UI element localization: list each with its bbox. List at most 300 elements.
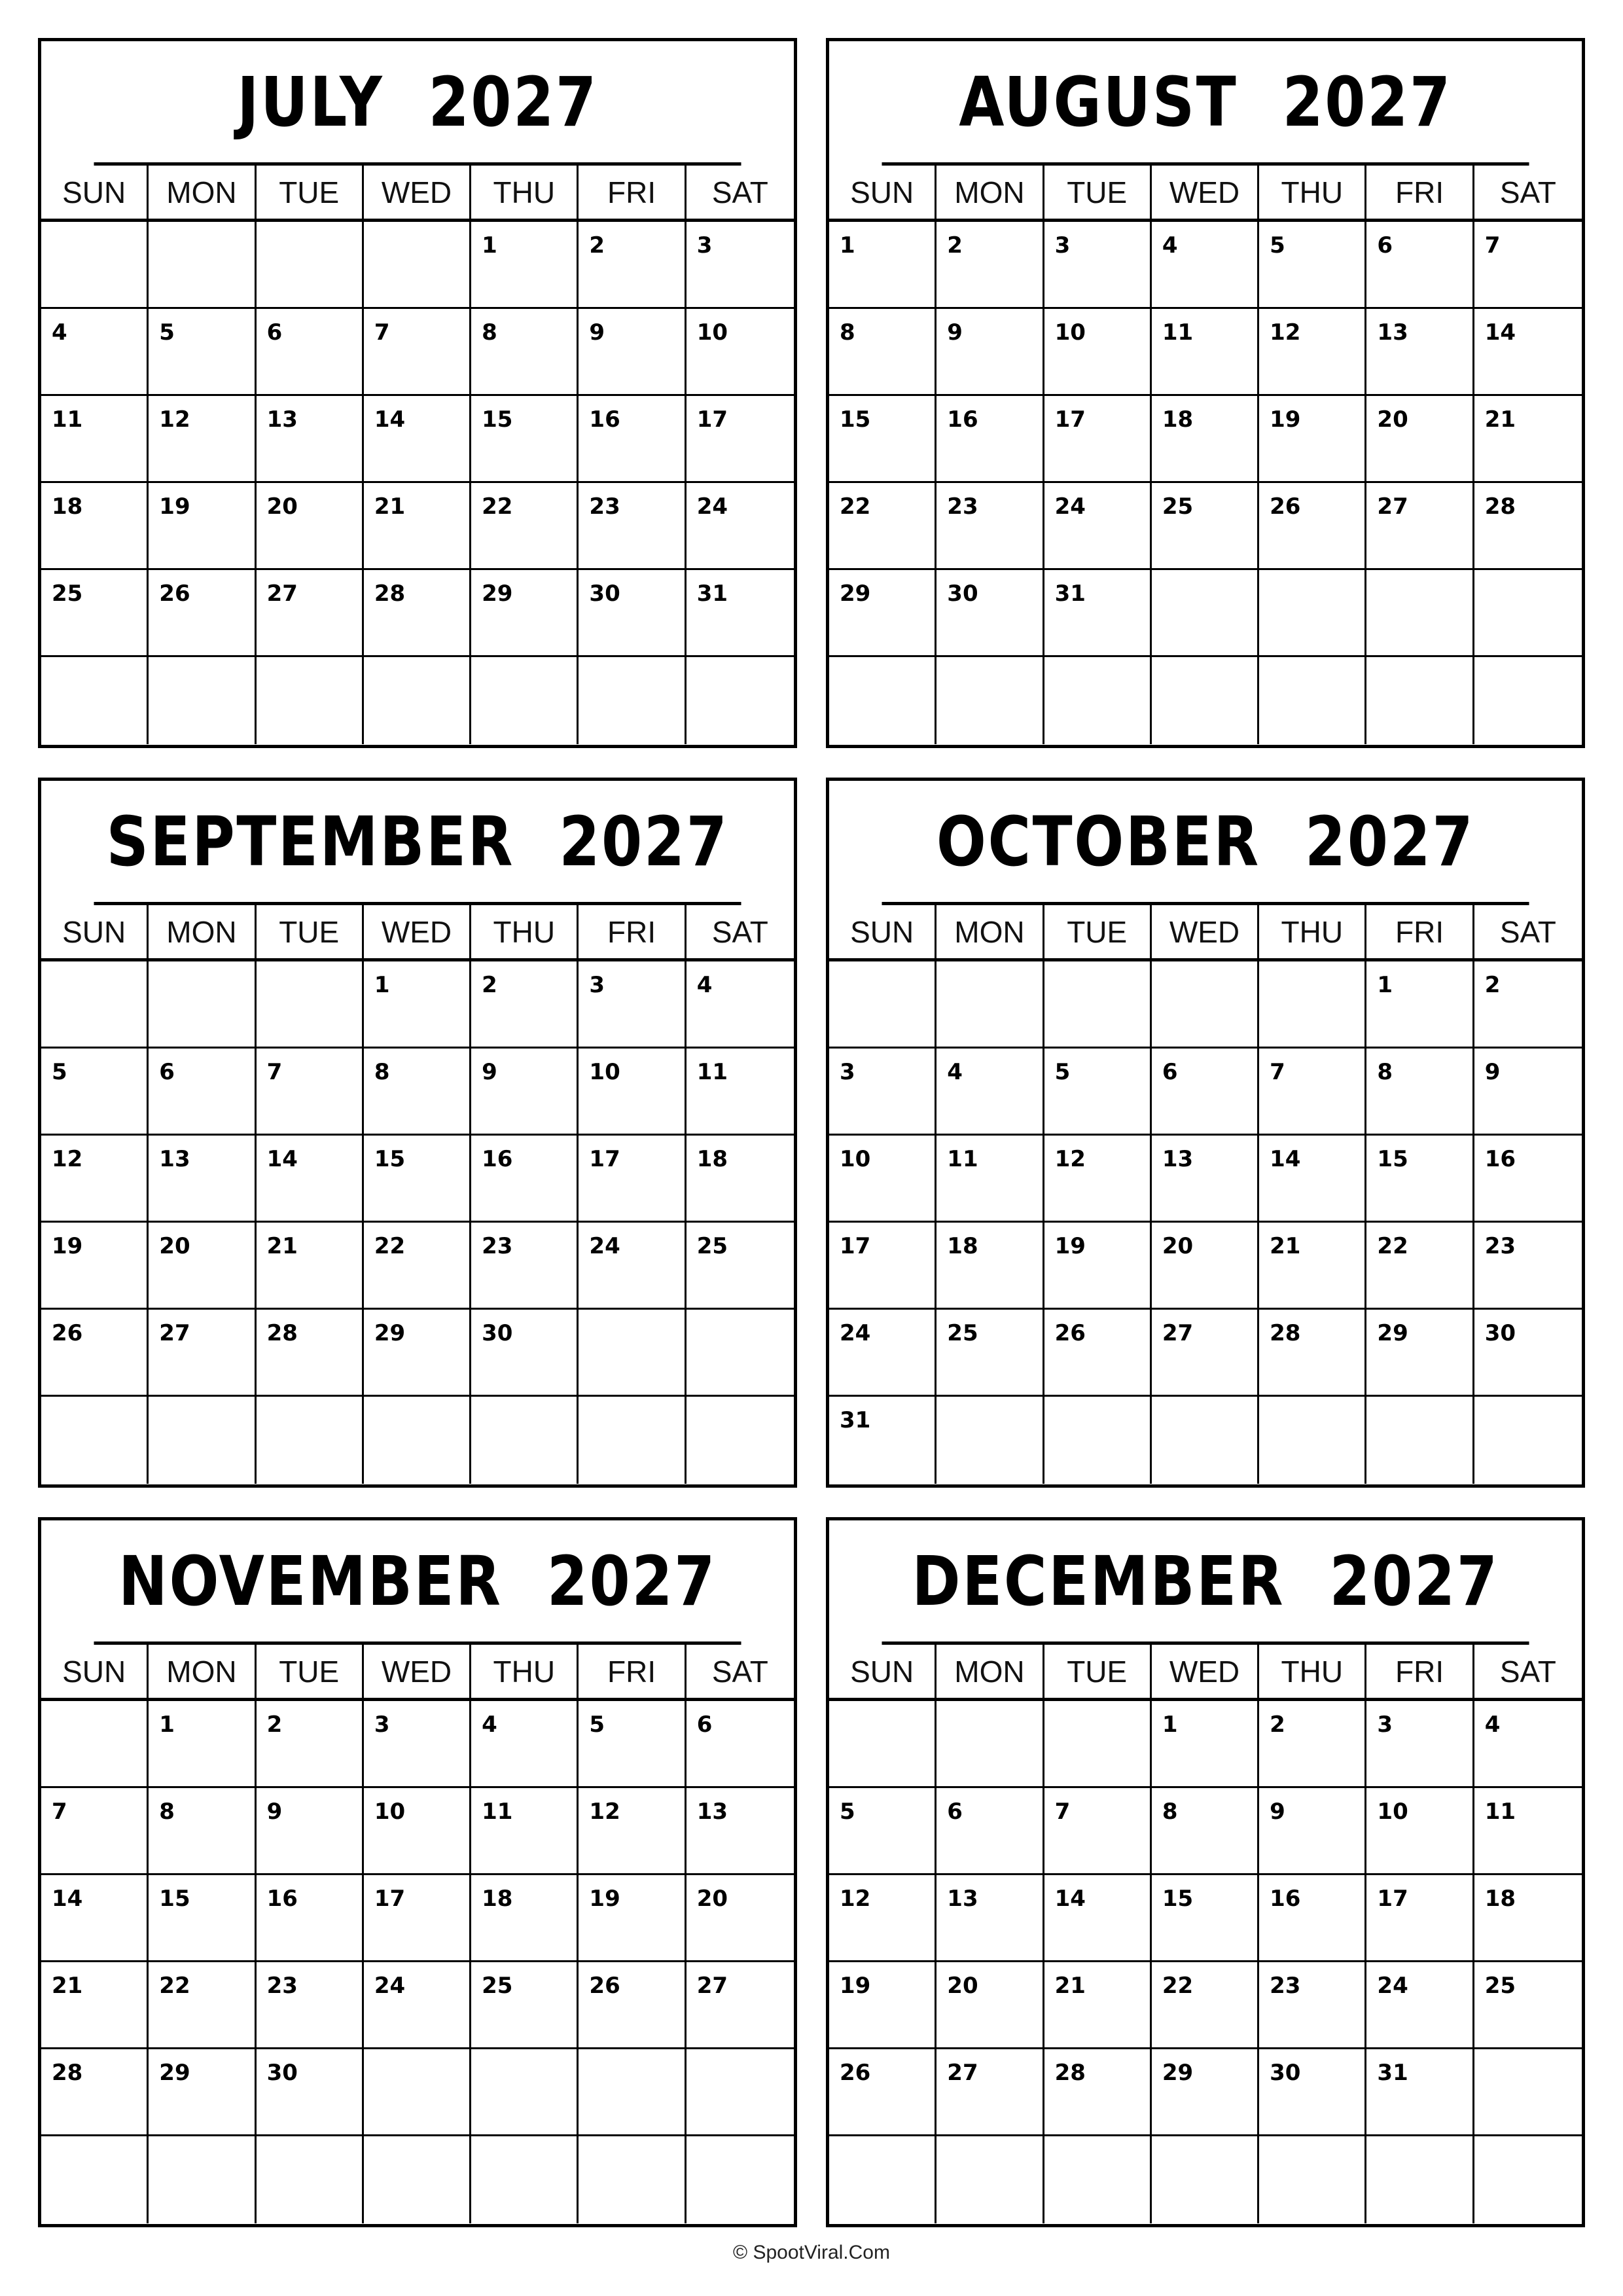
day-number: 10	[840, 1146, 871, 1172]
day-number: 6	[947, 1799, 963, 1825]
day-number: 18	[696, 1146, 728, 1172]
day-cell	[1366, 1962, 1474, 2049]
day-cell	[41, 2049, 149, 2136]
month-november	[38, 1517, 797, 2227]
copyright-footer: © SpootViral.Com	[733, 2242, 890, 2263]
day-cell	[579, 1962, 686, 2049]
day-number: 11	[52, 406, 83, 433]
day-number: 20	[266, 493, 298, 520]
day-cell	[1474, 657, 1582, 744]
weekday-header: TUE	[257, 905, 364, 961]
day-cell	[1044, 1310, 1152, 1397]
day-cell	[687, 1788, 794, 1875]
day-cell	[471, 1701, 579, 1788]
day-cell	[471, 1136, 579, 1223]
day-cell	[1366, 396, 1474, 483]
weekday-header: MON	[936, 1645, 1044, 1701]
day-cell	[1366, 1136, 1474, 1223]
weekday-header: WED	[1152, 166, 1259, 222]
day-number: 10	[1054, 319, 1086, 346]
day-number: 9	[1484, 1059, 1501, 1085]
month-october	[826, 778, 1585, 1488]
day-number: 13	[159, 1146, 190, 1172]
day-number: 7	[1054, 1799, 1071, 1825]
day-number: 24	[840, 1320, 871, 1346]
day-number: 28	[374, 581, 406, 607]
day-number: 22	[840, 493, 871, 520]
day-cell	[936, 2049, 1044, 2136]
day-cell	[1474, 570, 1582, 657]
weekday-header: SAT	[1474, 166, 1582, 222]
day-number: 28	[1054, 2060, 1086, 2086]
day-number: 9	[482, 1059, 497, 1085]
day-cell	[829, 1049, 936, 1136]
day-cell	[41, 961, 149, 1049]
day-number: 6	[696, 1712, 713, 1738]
day-number: 24	[696, 493, 728, 520]
day-cell	[1152, 657, 1259, 744]
day-cell	[687, 1136, 794, 1223]
day-cell	[149, 396, 256, 483]
day-cell	[936, 1397, 1044, 1484]
day-cell	[1474, 222, 1582, 309]
day-number: 23	[482, 1233, 513, 1259]
day-cell	[257, 657, 364, 744]
month-grid	[829, 1645, 1582, 2223]
day-cell	[471, 1310, 579, 1397]
day-number: 19	[159, 493, 190, 520]
day-cell	[257, 1962, 364, 2049]
day-cell	[41, 1962, 149, 2049]
weekday-header: FRI	[579, 166, 686, 222]
day-cell	[829, 657, 936, 744]
day-cell	[1259, 570, 1366, 657]
day-number: 27	[947, 2060, 978, 2086]
day-cell	[687, 1049, 794, 1136]
day-number: 16	[482, 1146, 513, 1172]
day-cell	[1366, 1875, 1474, 1962]
day-number: 7	[266, 1059, 283, 1085]
weekday-header: SUN	[41, 166, 149, 222]
day-number: 17	[1377, 1886, 1408, 1912]
day-cell	[1259, 309, 1366, 396]
day-cell	[687, 1701, 794, 1788]
day-number: 30	[589, 581, 620, 607]
day-number: 31	[1377, 2060, 1408, 2086]
day-cell	[149, 657, 256, 744]
day-cell	[1152, 309, 1259, 396]
day-number: 12	[1054, 1146, 1086, 1172]
day-number: 14	[266, 1146, 298, 1172]
day-number: 28	[52, 2060, 83, 2086]
day-cell	[149, 570, 256, 657]
day-number: 30	[1484, 1320, 1516, 1346]
day-cell	[829, 570, 936, 657]
day-cell	[257, 1397, 364, 1484]
day-cell	[471, 396, 579, 483]
day-number: 12	[840, 1886, 871, 1912]
day-number: 10	[1377, 1799, 1408, 1825]
day-number: 11	[482, 1799, 513, 1825]
day-cell	[936, 570, 1044, 657]
day-cell	[149, 1310, 256, 1397]
day-number: 11	[1484, 1799, 1516, 1825]
day-cell	[1044, 396, 1152, 483]
day-cell	[1044, 961, 1152, 1049]
weekday-header: MON	[936, 905, 1044, 961]
day-number: 9	[947, 319, 963, 346]
day-number: 16	[266, 1886, 298, 1912]
day-cell	[1474, 483, 1582, 570]
day-cell	[471, 1962, 579, 2049]
day-cell	[471, 2049, 579, 2136]
day-cell	[936, 483, 1044, 570]
day-number: 19	[1054, 1233, 1086, 1259]
day-number: 22	[1377, 1233, 1408, 1259]
day-cell	[41, 1223, 149, 1310]
day-cell	[471, 570, 579, 657]
day-cell	[364, 657, 471, 744]
day-cell	[1366, 309, 1474, 396]
day-cell	[579, 1701, 686, 1788]
day-number: 4	[947, 1059, 963, 1085]
day-cell	[257, 396, 364, 483]
month-title: OCTOBER 2027	[882, 781, 1529, 905]
day-cell	[149, 1223, 256, 1310]
day-cell	[149, 2136, 256, 2223]
day-cell	[1152, 1136, 1259, 1223]
day-cell	[579, 309, 686, 396]
day-cell	[579, 1788, 686, 1875]
day-number: 8	[374, 1059, 390, 1085]
weekday-header: FRI	[1366, 905, 1474, 961]
day-cell	[579, 2136, 686, 2223]
day-cell	[364, 1701, 471, 1788]
day-number: 13	[1377, 319, 1408, 346]
day-cell	[41, 396, 149, 483]
day-cell	[1044, 222, 1152, 309]
day-cell	[829, 961, 936, 1049]
day-cell	[936, 961, 1044, 1049]
day-cell	[41, 222, 149, 309]
day-number: 19	[52, 1233, 83, 1259]
day-cell	[149, 483, 256, 570]
day-number: 26	[159, 581, 190, 607]
day-number: 15	[374, 1146, 406, 1172]
day-number: 30	[947, 581, 978, 607]
day-number: 25	[52, 581, 83, 607]
day-number: 30	[1270, 2060, 1301, 2086]
day-number: 19	[840, 1973, 871, 1999]
day-number: 20	[947, 1973, 978, 1999]
day-number: 2	[1484, 972, 1501, 998]
day-cell	[1366, 1788, 1474, 1875]
day-cell	[1474, 1136, 1582, 1223]
day-number: 2	[947, 232, 963, 259]
day-cell	[687, 396, 794, 483]
weekday-header: MON	[149, 905, 256, 961]
day-number: 15	[482, 406, 513, 433]
day-number: 8	[840, 319, 855, 346]
day-cell	[1366, 2049, 1474, 2136]
day-cell	[1152, 222, 1259, 309]
day-cell	[579, 657, 686, 744]
day-cell	[1044, 1049, 1152, 1136]
day-cell	[579, 2049, 686, 2136]
day-cell	[471, 1788, 579, 1875]
day-cell	[149, 1049, 256, 1136]
day-cell	[364, 2136, 471, 2223]
day-number: 5	[589, 1712, 605, 1738]
day-number: 3	[1377, 1712, 1393, 1738]
day-number: 25	[947, 1320, 978, 1346]
weekday-header: THU	[1259, 166, 1366, 222]
day-cell	[364, 1223, 471, 1310]
day-number: 25	[482, 1973, 513, 1999]
day-cell	[936, 2136, 1044, 2223]
day-number: 12	[1270, 319, 1301, 346]
day-number: 27	[266, 581, 298, 607]
day-number: 5	[1270, 232, 1285, 259]
day-cell	[257, 309, 364, 396]
month-december	[826, 1517, 1585, 2227]
weekday-header: TUE	[1044, 905, 1152, 961]
day-number: 12	[589, 1799, 620, 1825]
day-cell	[1259, 1875, 1366, 1962]
day-number: 13	[266, 406, 298, 433]
day-cell	[257, 1049, 364, 1136]
day-cell	[687, 1962, 794, 2049]
day-number: 17	[696, 406, 728, 433]
day-cell	[829, 1788, 936, 1875]
month-grid	[41, 1645, 794, 2223]
day-cell	[1474, 1962, 1582, 2049]
day-cell	[936, 1875, 1044, 1962]
day-number: 18	[1484, 1886, 1516, 1912]
day-cell	[829, 2136, 936, 2223]
day-cell	[1152, 2136, 1259, 2223]
day-cell	[829, 1310, 936, 1397]
day-cell	[1259, 1136, 1366, 1223]
day-cell	[579, 396, 686, 483]
day-cell	[1044, 570, 1152, 657]
day-cell	[471, 961, 579, 1049]
day-number: 13	[1162, 1146, 1194, 1172]
day-cell	[1152, 570, 1259, 657]
day-number: 21	[1270, 1233, 1301, 1259]
day-number: 23	[589, 493, 620, 520]
day-cell	[1044, 2136, 1152, 2223]
day-cell	[829, 222, 936, 309]
day-cell	[364, 1962, 471, 2049]
day-cell	[1152, 1788, 1259, 1875]
day-number: 22	[482, 493, 513, 520]
day-number: 15	[840, 406, 871, 433]
day-number: 12	[52, 1146, 83, 1172]
month-title: AUGUST 2027	[882, 41, 1529, 166]
weekday-header: WED	[1152, 905, 1259, 961]
day-number: 20	[159, 1233, 190, 1259]
day-number: 1	[1377, 972, 1393, 998]
day-cell	[579, 1049, 686, 1136]
day-number: 26	[840, 2060, 871, 2086]
day-cell	[1259, 1397, 1366, 1484]
day-number: 2	[1270, 1712, 1285, 1738]
day-number: 2	[589, 232, 605, 259]
weekday-header: TUE	[1044, 1645, 1152, 1701]
month-grid	[41, 905, 794, 1484]
day-cell	[579, 961, 686, 1049]
weekday-header: THU	[471, 1645, 579, 1701]
day-number: 23	[1484, 1233, 1516, 1259]
day-cell	[1366, 961, 1474, 1049]
day-number: 1	[1162, 1712, 1178, 1738]
day-cell	[687, 309, 794, 396]
day-cell	[257, 961, 364, 1049]
day-number: 6	[266, 319, 283, 346]
day-number: 25	[696, 1233, 728, 1259]
day-number: 4	[52, 319, 67, 346]
day-number: 11	[1162, 319, 1194, 346]
day-cell	[936, 1049, 1044, 1136]
day-number: 17	[1054, 406, 1086, 433]
day-cell	[687, 222, 794, 309]
day-number: 3	[1054, 232, 1071, 259]
day-cell	[1259, 222, 1366, 309]
day-number: 9	[266, 1799, 283, 1825]
day-number: 15	[1377, 1146, 1408, 1172]
day-number: 23	[947, 493, 978, 520]
weekday-header: SAT	[1474, 905, 1582, 961]
day-cell	[257, 570, 364, 657]
day-number: 5	[840, 1799, 855, 1825]
day-cell	[829, 309, 936, 396]
day-number: 26	[589, 1973, 620, 1999]
day-cell	[579, 570, 686, 657]
day-cell	[1152, 483, 1259, 570]
weekday-header: FRI	[579, 905, 686, 961]
day-cell	[149, 1136, 256, 1223]
day-number: 16	[1484, 1146, 1516, 1172]
day-number: 20	[696, 1886, 728, 1912]
day-cell	[257, 1310, 364, 1397]
day-number: 12	[159, 406, 190, 433]
day-cell	[936, 1701, 1044, 1788]
day-number: 31	[696, 581, 728, 607]
day-cell	[257, 1788, 364, 1875]
day-cell	[364, 396, 471, 483]
day-cell	[257, 1136, 364, 1223]
day-cell	[936, 309, 1044, 396]
day-cell	[1259, 657, 1366, 744]
day-number: 20	[1162, 1233, 1194, 1259]
day-cell	[1259, 1049, 1366, 1136]
day-cell	[1474, 396, 1582, 483]
day-cell	[1259, 2049, 1366, 2136]
day-cell	[41, 1397, 149, 1484]
day-cell	[1474, 1049, 1582, 1136]
day-cell	[1044, 1701, 1152, 1788]
day-cell	[471, 222, 579, 309]
day-number: 9	[589, 319, 605, 346]
day-cell	[1474, 1223, 1582, 1310]
day-cell	[41, 483, 149, 570]
weekday-header: THU	[1259, 1645, 1366, 1701]
day-number: 3	[696, 232, 713, 259]
day-cell	[149, 1788, 256, 1875]
day-number: 29	[482, 581, 513, 607]
day-cell	[364, 483, 471, 570]
day-cell	[364, 1049, 471, 1136]
day-cell	[1366, 1310, 1474, 1397]
day-cell	[41, 1310, 149, 1397]
day-cell	[1044, 1962, 1152, 2049]
day-number: 26	[1054, 1320, 1086, 1346]
day-cell	[1366, 1049, 1474, 1136]
weekday-header: WED	[1152, 1645, 1259, 1701]
day-cell	[149, 222, 256, 309]
day-cell	[687, 657, 794, 744]
day-number: 21	[374, 493, 406, 520]
weekday-header: SAT	[687, 166, 794, 222]
day-cell	[687, 1223, 794, 1310]
day-cell	[1152, 961, 1259, 1049]
day-number: 29	[1377, 1320, 1408, 1346]
day-number: 25	[1162, 493, 1194, 520]
day-number: 16	[1270, 1886, 1301, 1912]
weekday-header: MON	[936, 166, 1044, 222]
weekday-header: SAT	[687, 905, 794, 961]
day-number: 24	[374, 1973, 406, 1999]
day-number: 13	[947, 1886, 978, 1912]
day-cell	[1259, 483, 1366, 570]
day-number: 10	[589, 1059, 620, 1085]
day-cell	[257, 1875, 364, 1962]
day-cell	[579, 1397, 686, 1484]
weekday-header: TUE	[257, 1645, 364, 1701]
day-number: 24	[1054, 493, 1086, 520]
day-cell	[829, 1701, 936, 1788]
day-number: 30	[266, 2060, 298, 2086]
day-cell	[829, 483, 936, 570]
day-number: 29	[374, 1320, 406, 1346]
day-number: 21	[266, 1233, 298, 1259]
day-number: 21	[1054, 1973, 1086, 1999]
day-number: 6	[1377, 232, 1393, 259]
day-cell	[1044, 1223, 1152, 1310]
day-cell	[257, 2136, 364, 2223]
day-number: 29	[840, 581, 871, 607]
day-number: 3	[374, 1712, 390, 1738]
day-cell	[829, 1875, 936, 1962]
day-number: 27	[696, 1973, 728, 1999]
day-number: 22	[159, 1973, 190, 1999]
day-cell	[1152, 2049, 1259, 2136]
day-number: 3	[840, 1059, 855, 1085]
day-cell	[257, 1223, 364, 1310]
day-number: 27	[159, 1320, 190, 1346]
day-number: 1	[482, 232, 497, 259]
day-number: 11	[947, 1146, 978, 1172]
weekday-header: SUN	[829, 166, 936, 222]
weekday-header: THU	[471, 905, 579, 961]
day-cell	[149, 961, 256, 1049]
month-title: SEPTEMBER 2027	[94, 781, 741, 905]
month-august	[826, 38, 1585, 748]
day-cell	[1259, 2136, 1366, 2223]
day-cell	[257, 222, 364, 309]
day-cell	[1044, 1136, 1152, 1223]
